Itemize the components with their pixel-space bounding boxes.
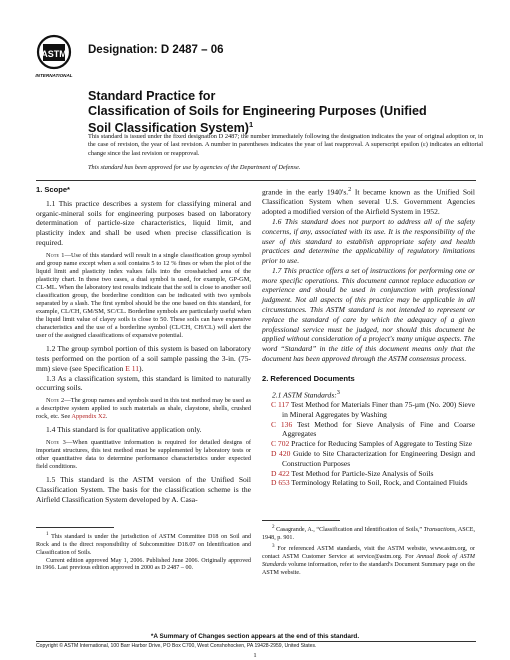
paragraph-1-3: 1.3 As a classification system, this standard is limited to naturally occurring soils. [36, 373, 251, 393]
reference-item: D 653 Terminology Relating to Soil, Rock, and Contained Fluids [271, 478, 468, 488]
footnote-divider-left [36, 527, 114, 528]
footer-divider [36, 641, 476, 642]
header-divider [36, 180, 476, 181]
note-3: Note 3—When quantitative information is required for detailed designs of important structures, this test method must be supplemented by laboratory tests or other quantitative data to determine performance characteristics under expected field conditions. [36, 439, 251, 471]
reference-item: D 422 Test Method for Particle-Size Analysis of Soils [271, 468, 434, 478]
approved-notice: This standard has been approved for use by agencies of the Department of Defense. [88, 164, 301, 171]
title-line-3: Soil Classification System)$^1$ [88, 120, 254, 136]
paragraph-1-4: 1.4 This standard is for qualitative application only. [46, 425, 202, 435]
summary-of-changes-note: *A Summary of Changes section appears at the end of this standard. [150, 633, 360, 640]
paragraph-1-6: 1.6 This standard does not purport to address all of the safety concerns, if any, associated with its use. It is the responsibility of the user of this standard to establish appropriate safety and health practices and determine the applicability of regulatory limitations prior to use. [262, 216, 475, 266]
paragraph-1-5-continued: grande in the early 1940's.$^2$ It became known as the Unified Soil Classification System when several U.S. Government Agencies adopted a modified version of the Airfield System in 1952. [262, 186, 475, 217]
note-1: Note 1—Use of this standard will result in a single classification group symbol and group name except when a soil contains 5 to 12 % fines or when the plot of the liquid limit and plasticity index values falls into the crosshatched area of the plasticity chart. In these two cases, a dual symbol is used, for example, GP-GM, CL-ML. When the laboratory test results indicate that the soil is close to another soil classification group, the borderline condition can be indicated with two symbols separated by a slash. The first symbol should be the one based on this standard, for example, CL/CH, GM/SM, SC/CL. Borderline symbols are particularly useful when the liquid limit value of clayey soils is close to 50. These soils can have expansive characteristics and the use of a borderline symbol (CL/CH, CH/CL) will alert the user of the assigned classifications of expansive potential. [36, 251, 251, 340]
right-column [262, 185, 475, 578]
link-d422[interactable]: D 422 [271, 468, 290, 478]
paragraph-1-1: 1.1 This practice describes a system for classifying mineral and organic-mineral soils for engineering purposes based on laboratory determination of particle-size characteristics, liquid limit, and plasticity index and shall be used when precise classification is required. [36, 198, 251, 247]
title-footnote-mark: 1 [248, 120, 254, 130]
title-line-2: Classification of Soils for Engineering Purposes (Unified [88, 103, 427, 118]
designation: Designation: D 2487 – 06 [88, 44, 224, 56]
paragraph-1-7: 1.7 This practice offers a set of instructions for performing one or more specific operations. This document cannot replace education or experience and should be used in conjunction with professional judgment. Not all aspects of this practice may be applicable in all circumstances. This ASTM standard is not intended to represent or replace the standard of care by which the adequacy of a given professional service must be judged, nor should this document be applied without consideration of a project's many unique aspects. The word “Standard” in the title of this document means only that the document has been approved through the ASTM consensus process. [262, 265, 475, 364]
issued-notice: This standard is issued under the fixed designation D 2487; the number immediately following the designation indicates the year of original adoption or, in the case of revision, the year of last revision. A number in parentheses indicates the year of last reapproval. A superscript epsilon (ε) indicates an editorial change since the last revision or reapproval. [88, 133, 483, 157]
scope-heading: 1. Scope* [36, 185, 70, 194]
link-e11[interactable]: E 11 [125, 363, 140, 373]
footnote-3: $^3$ For referenced ASTM standards, visit the ASTM website, www.astm.org, or contact ASTM Customer Service at service@astm.org. For Annual Book of ASTM Standards volume information, refer to the standard's Document Summary page on the ASTM website. [262, 542, 476, 576]
reference-list [262, 400, 475, 488]
paragraph-1-5: 1.5 This standard is the ASTM version of the Unified Soil Classification System. The basis for the classification scheme is the Airfield Classification System developed by A. Casa- [36, 475, 251, 504]
reference-item: C 117 Test Method for Materials Finer than 75-µm (No. 200) Sieve in Mineral Aggregates by Washing [271, 399, 475, 419]
left-column [36, 185, 251, 573]
copyright-line: Copyright © ASTM International, 100 Barr Harbor Drive, PO Box C700, West Conshohocken, PA 19428-2959, United States. [36, 643, 317, 649]
astm-standards-subheading: 2.1 ASTM Standards:$^3$ [272, 388, 340, 400]
footnote-1-edition: Current edition approved May 1, 2006. Published June 2006. Originally approved in 1966. Last previous edition approved in 2000 as D 2487 – 00. [36, 557, 251, 572]
reference-item: C 702 Practice for Reducing Samples of Aggregate to Testing Size [271, 439, 472, 449]
footnote-1: $^1$ This standard is under the jurisdiction of ASTM Committee D18 on Soil and Rock and is the direct responsibility of Subcommittee D18.07 on Identification and Classification of Soils. [36, 530, 252, 556]
reference-item: D 420 Guide to Site Characterization for Engineering Design and Construction Purposes [271, 448, 475, 468]
link-c136[interactable]: C 136 [271, 419, 293, 429]
logo-text: INTERNATIONAL [35, 73, 73, 78]
svg-text:ASTM: ASTM [41, 49, 67, 59]
document-title [88, 89, 448, 136]
link-c117[interactable]: C 117 [271, 399, 290, 409]
link-d653[interactable]: D 653 [271, 478, 290, 488]
referenced-documents-heading: 2. Referenced Documents [262, 373, 355, 383]
title-line-1: Standard Practice for [88, 89, 216, 103]
note-2: Note 2—The group names and symbols used in this test method may be used as a descriptive system applied to such materials as shale, claystone, shells, crushed rock, etc. See Appendix X2. [36, 397, 251, 421]
reference-item: C 136 Test Method for Sieve Analysis of Fine and Coarse Aggregates [271, 419, 475, 439]
page-number: 1 [253, 652, 257, 659]
footnote-divider-right [262, 520, 340, 521]
paragraph-1-2: 1.2 The group symbol portion of this system is based on laboratory tests performed on the portion of a soil sample passing the 3-in. (75-mm) sieve (see Specification E 11). [36, 344, 251, 373]
link-d420[interactable]: D 420 [271, 448, 291, 458]
link-appendix-x2[interactable]: Appendix X2 [71, 413, 106, 421]
astm-logo-icon [34, 34, 74, 82]
link-c702[interactable]: C 702 [271, 439, 290, 449]
footnote-2: $^2$ Casagrande, A., “Classification and Identification of Soils,” Transactions, ASCE, 1948, p. 901. [262, 524, 475, 542]
